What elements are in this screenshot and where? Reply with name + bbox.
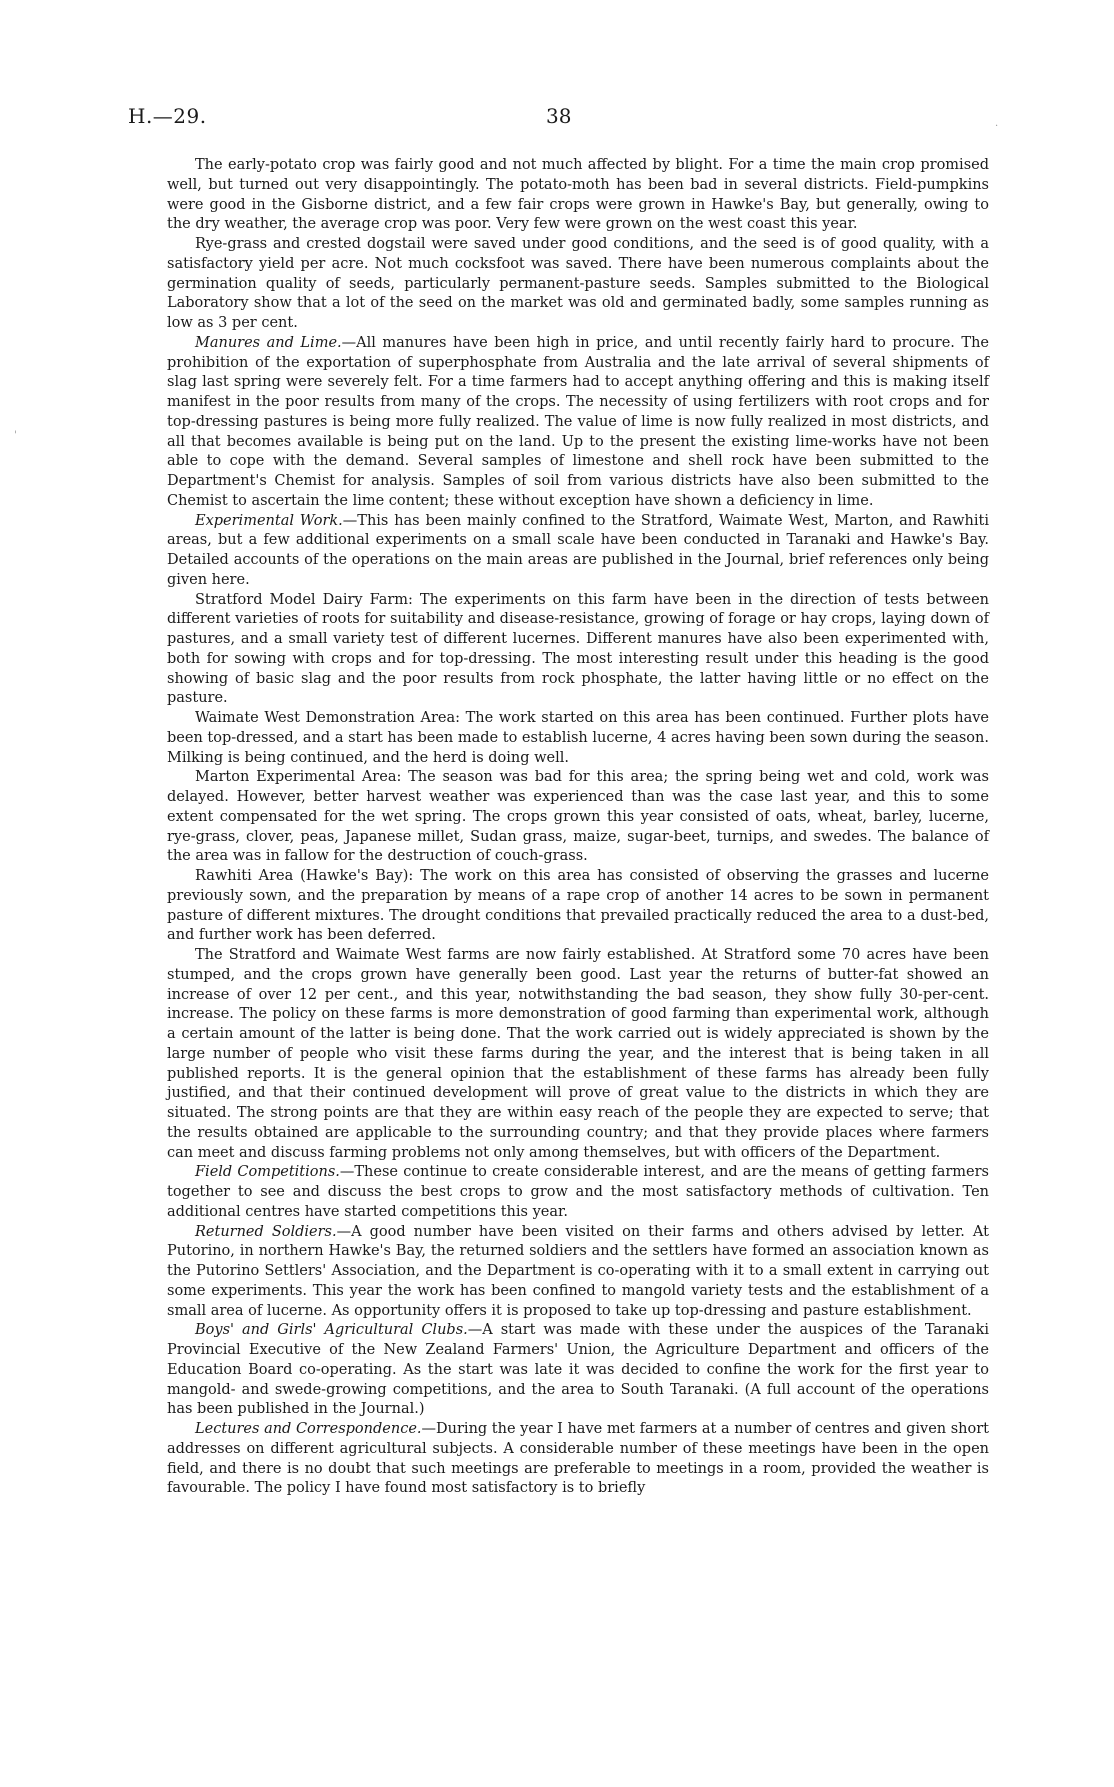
paragraph-manures-lime: Manures and Lime.—All manures have been high in price, and until recently fairly hard to procure. The prohibition of the exportation of superphosphate from Australia and the late arrival of several shipments of slag last spring were severely felt. For a time farmers had to accept anything offering and this is making itself manifest in the poor results from many of the crops. The necessity of using fertilizers with root crops and for top-dressing pastures is being more fully realized. The value of lime is now fully realized in most districts, and all that becomes available is being put on the land. Up to the present the existing lime-works have not been able to cope with the demand. Several samples of limestone and shell rock have been submitted to the Department's Chemist for analysis. Samples of soil from various districts have also been submitted to the Chemist to ascertain the lime content; these without exception have shown a deficiency in lime. xyxy=(167,334,990,509)
document-reference: H.—29. xyxy=(128,104,207,128)
body-text xyxy=(167,156,989,1499)
section-heading: Lectures and Correspondence. xyxy=(195,1421,422,1437)
section-heading: Boys' and Girls' Agricultural Clubs. xyxy=(195,1322,468,1339)
paragraph-stratford-farm: Stratford Model Dairy Farm: The experiments on this farm have been in the direction of tests between different varieties of roots for suitability and disease-resistance, growing of forage or hay crops, laying down of pastures, and a small variety test of different lucernes. Different manures have also been experimented with, both for sowing with crops and for top-dressing. The most interesting result under this heading is the good showing of basic slag and the poor results from rock phosphate, the latter having little or no effect on the pasture. xyxy=(167,591,989,707)
paragraph-marton: Marton Experimental Area: The season was bad for this area; the spring being wet and cold, work was delayed. However, better harvest weather was experienced than was the case last year, and this to some extent compensated for the wet spring. The crops grown this year consisted of oats, wheat, barley, lucerne, rye-grass, clover, peas, Japanese millet, Sudan grass, maize, sugar-beet, turnips, and swedes. The balance of the area was in fallow for the destruction of couch-grass. xyxy=(167,769,989,865)
paragraph-waimate-west: Waimate West Demonstration Area: The work started on this area has been continued. Further plots have been top-dressed, and a start has been made to establish lucerne, 4 acres having been sown during the season. Milking is being continued, and the herd is doing well. xyxy=(167,710,989,766)
paragraph-potato-crop: The early-potato crop was fairly good and not much affected by blight. For a time the main crop promised well, but turned out very disappointingly. The potato-moth has been bad in several districts. Field-pumpkins were good in the Gisborne district, and a few fair crops were grown in Hawke's Bay, but generally, owing to the dry weather, the average crop was poor. Very few were grown on the west coast this year. xyxy=(167,157,989,233)
paragraph-rawhiti: Rawhiti Area (Hawke's Bay): The work on this area has consisted of observing the grasses and lucerne previously sown, and the preparation by means of a rape crop of another 14 acres to be sown in permanent pasture of different mixtures. The drought conditions that prevailed practically reduced the area to a dust-bed, and further work has been deferred. xyxy=(167,868,989,944)
paragraph-returned-soldiers: Returned Soldiers.—A good number have been visited on their farms and others advised by letter. At Putorino, in northern Hawke's Bay, the returned soldiers and the settlers have formed an association known as the Putorino Settlers' Association, and the Department is co-operating with it to a small extent in carrying out some experiments. This year the work has been confined to mangold variety tests and the establishment of a small area of lucerne. As opportunity offers it is proposed to take up top-dressing and pasture establishment. xyxy=(167,1223,989,1319)
paragraph-experimental-work: Experimental Work.—This has been mainly confined to the Stratford, Waimate West, Marton, and Rawhiti areas, but a few additional experiments on a small scale have been conducted in Taranaki and Hawke's Bay. Detailed accounts of the operations on the main areas are published in the Journal, brief references only being given here. xyxy=(167,512,989,588)
paragraph-lectures: Lectures and Correspondence.—During the year I have met farmers at a number of centres and given short addresses on different agricultural subjects. A considerable number of these meetings have been in the open field, and there is no doubt that such meetings are preferable to meetings in a room, provided the weather is favourable. The policy I have found most satisfactory is to briefly xyxy=(167,1421,989,1497)
paragraph-clubs: Boys' and Girls' Agricultural Clubs.—A start was made with these under the auspices of the Taranaki Provincial Executive of the New Zealand Farmers' Union, the Agriculture Department and officers of the Education Board co-operating. As the start was late it was decided to confine the work for the first year to mangold- and swede-growing competitions, and the area to South Taranaki. (A full account of the operations has been published in the Journal.) xyxy=(167,1322,989,1418)
page-number: 38 xyxy=(546,104,572,128)
page-header xyxy=(128,104,998,134)
section-heading: Manures and Lime. xyxy=(195,334,342,351)
scan-speck: . xyxy=(995,118,999,129)
scan-speck: ' xyxy=(14,430,17,441)
section-heading: Field Competitions. xyxy=(195,1164,340,1181)
paragraph-farms-established: The Stratford and Waimate West farms are now fairly established. At Stratford some 70 acres have been stumped, and the crops grown have generally been good. Last year the returns of butter-fat showed an increase of over 12 per cent., and this year, notwithstanding the bad season, they show fully 30-per-cent. increase. The policy on these farms is more demonstration of good farming than experimental work, although a certain amount of the latter is being done. That the work carried out is widely appreciated is shown by the large number of people who visit these farms during the year, and the interest that is being taken in all published reports. It is the general opinion that the establishment of these farms has already been fully justified, and that their continued development will prove of great value to the districts in which they are situated. The strong points are that they are within easy reach of the people they are expected to serve; that the results obtained are applicable to the surrounding country; and that they provide places where farmers can meet and discuss farming problems not only among themselves, but with officers of the Department. xyxy=(167,947,989,1161)
section-heading: Experimental Work. xyxy=(195,512,343,529)
section-heading: Returned Soldiers. xyxy=(195,1223,337,1240)
paragraph-rye-grass: Rye-grass and crested dogstail were saved under good conditions, and the seed is of good quality, with a satisfactory yield per acre. Not much cocksfoot was saved. There have been numerous complaints about the germination quality of seeds, particularly permanent-pasture seeds. Samples submitted to the Biological Laboratory show that a lot of the seed on the market was old and germinated badly, some samples running as low as 3 per cent. xyxy=(167,236,989,331)
paragraph-field-competitions: Field Competitions.—These continue to create considerable interest, and are the means of getting farmers together to see and discuss the best crops to grow and the most satisfactory methods of cultivation. Ten additional centres have started competitions this year. xyxy=(167,1164,989,1220)
